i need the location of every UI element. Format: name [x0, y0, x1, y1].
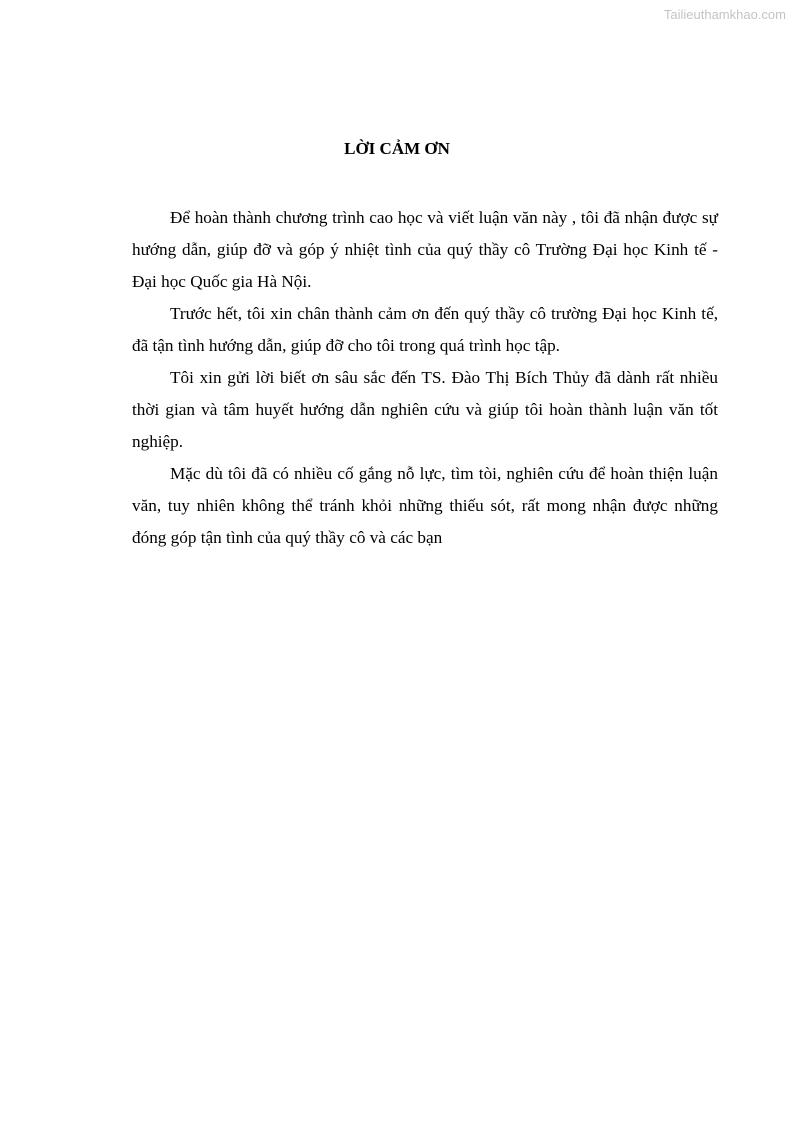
paragraph: Tôi xin gửi lời biết ơn sâu sắc đến TS. Đào Thị Bích Thủy đã dành rất nhiều thời gian và tâm huyết hướng dẫn nghiên cứu và giúp tôi hoàn thành luận văn tốt nghiệp. — [132, 368, 718, 451]
page-title: LỜI CẢM ƠN — [344, 139, 450, 158]
acknowledgement-body — [132, 202, 718, 554]
watermark: Tailieuthamkhao.com — [663, 7, 786, 22]
paragraph: Mặc dù tôi đã có nhiều cố gắng nỗ lực, tìm tòi, nghiên cứu để hoàn thiện luận văn, tuy nhiên không thể tránh khỏi những thiếu sót, rất mong nhận được những đóng góp tận tình của quý thầy cô và các bạn — [132, 464, 718, 547]
paragraph: Để hoàn thành chương trình cao học và viết luận văn này , tôi đã nhận được sự hướng dẫn, giúp đỡ và góp ý nhiệt tình của quý thầy cô Trường Đại học Kinh tế - Đại học Quốc gia Hà Nội. — [132, 208, 718, 291]
paragraph: Trước hết, tôi xin chân thành cảm ơn đến quý thầy cô trường Đại học Kinh tế, đã tận tình hướng dẫn, giúp đỡ cho tôi trong quá trình học tập. — [132, 304, 718, 355]
